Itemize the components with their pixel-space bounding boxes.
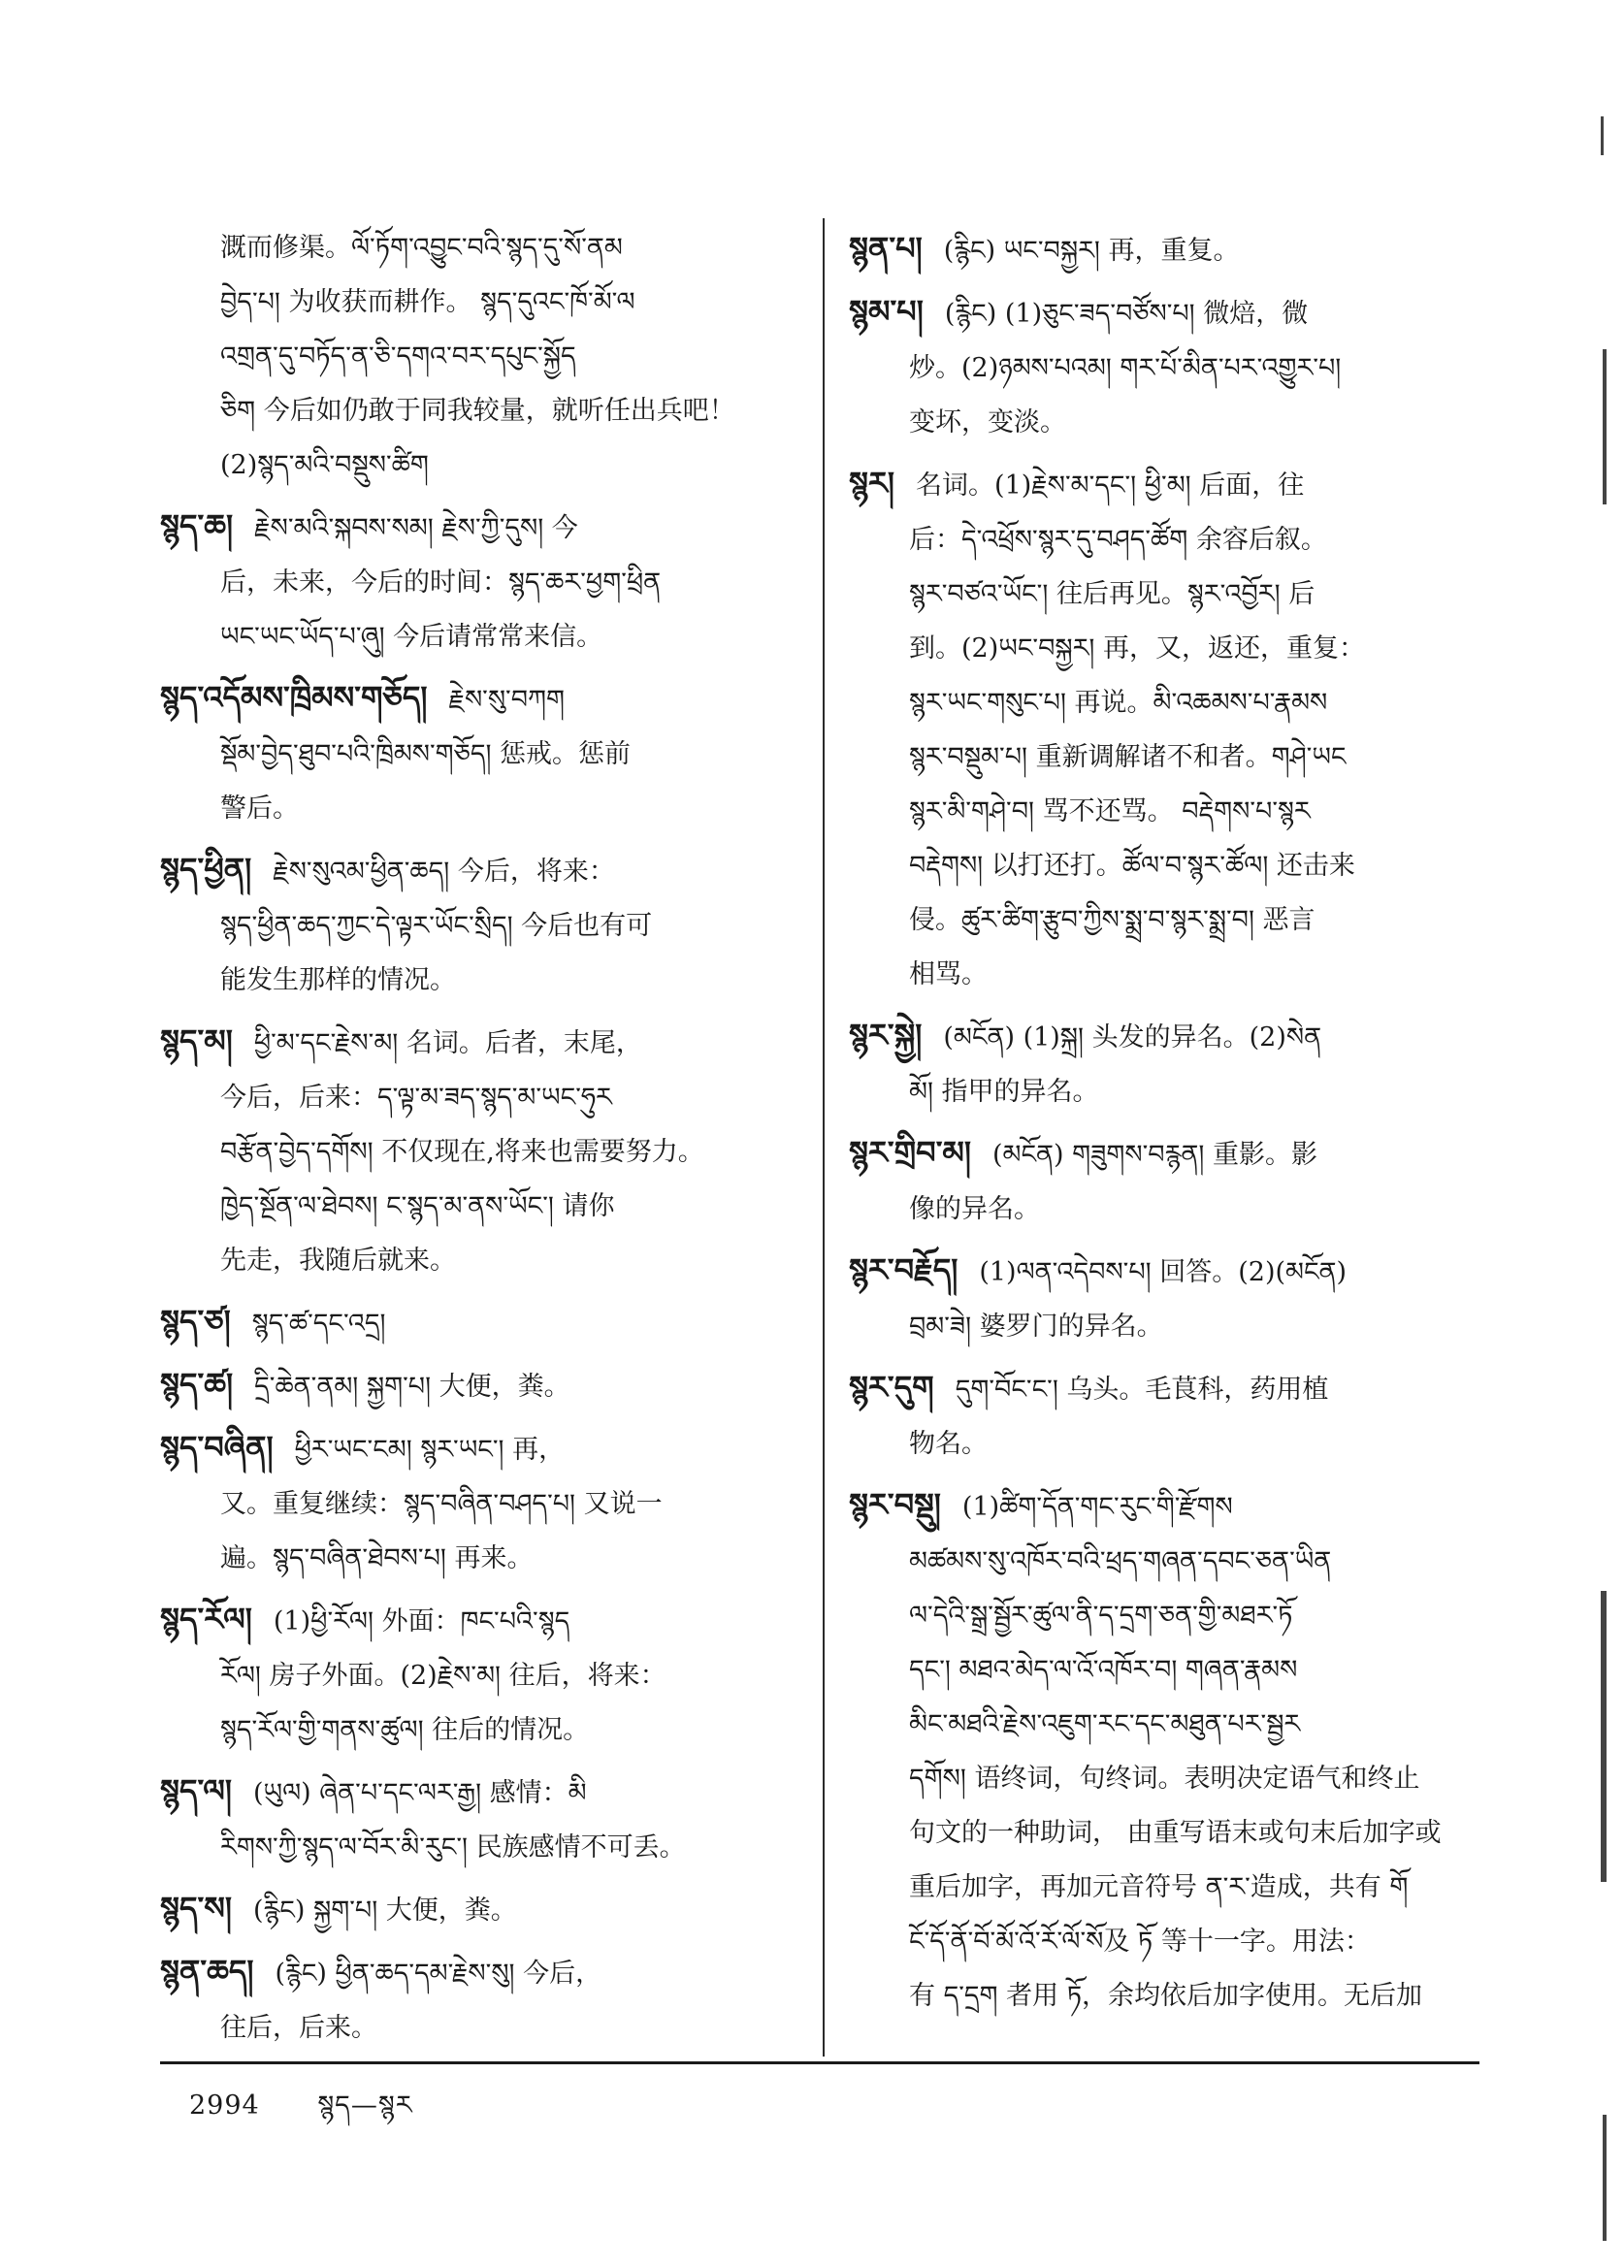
dictionary-entry xyxy=(849,1125,1518,1237)
entry-definition-line: 有 ད་དྲག 者用 ཏོ，余均依后加字使用。无后加 xyxy=(909,1981,1423,2011)
entry-definition-line: (མངོན) (1)སྐྲ། 头发的异名。(2)སེན xyxy=(943,1022,1322,1053)
entry-definition-line: 重后加字，再加元音符号 ན་ར་造成，共有 གོ xyxy=(909,1872,1409,1902)
entry-definition-line: དགོས། 语终词，句终词。表明决定语气和终止 xyxy=(909,1764,1420,1794)
entry-headword: སྙད་ཆ། xyxy=(160,507,234,544)
dictionary-entry xyxy=(160,670,829,836)
entry-definition-line: བརྩོན་བྱེད་དགོས། 不仅现在,将来也需要努力。 xyxy=(220,1137,704,1167)
entry-definition-line: (རྙིང) ཕྱིན་ཆད་དམ་རྗེས་སུ། 今后， xyxy=(275,1959,602,1989)
dictionary-entry xyxy=(849,221,1518,278)
entry-definition-line: (མངོན) གཟུགས་བརྙན། 重影。影 xyxy=(991,1140,1317,1170)
entry-definition-line: 警后。 xyxy=(220,794,299,824)
entry-definition-line: 又。重复继续：སྙད་བཞིན་བཤད་པ། 又说一 xyxy=(220,1489,663,1519)
entry-definition-line: རོལ། 房子外面。(2)རྗེས་མ། 往后，将来： xyxy=(220,1661,666,1691)
entry-definition-line: ཁྱེད་སྔོན་ལ་ཐེབས། ང་སྙད་མ་ནས་ཡོང་། 请你 xyxy=(220,1191,615,1221)
entry-definition-line: (རྙིང) (1)ཅུང་ཟད་བཙོས་པ། 微焙，微 xyxy=(944,299,1309,329)
entry-headword: སྙར་སྐྱེ། xyxy=(849,1017,923,1053)
dictionary-entry xyxy=(160,1357,829,1414)
entry-definition-line: 名词。(1)རྗེས་མ་དང་། ཕྱི་མ། 后面，往 xyxy=(916,470,1305,501)
dictionary-entry xyxy=(160,1944,829,2056)
entry-definition-line: (ཡུལ) ཞེན་པ་དང་ལར་རྒྱ། 感情：མི xyxy=(252,1778,587,1808)
entry-definition-line: མོ། 指甲的异名。 xyxy=(909,1077,1099,1107)
entry-headword: སྙད་ཚ། xyxy=(160,1366,234,1403)
dictionary-entry xyxy=(849,1360,1518,1472)
entry-definition-line: 变坏，变淡。 xyxy=(909,407,1066,437)
entry-definition-line: 像的异名。 xyxy=(909,1194,1040,1224)
entry-headword: སྙད་མ། xyxy=(160,1022,233,1059)
entry-headword: སྙར་གྲིབ་མ། xyxy=(849,1134,971,1171)
footer-rule xyxy=(160,2061,1479,2064)
entry-definition-line: (1)ལན་འདེབས་པ། 回答。(2)(མངོན) xyxy=(979,1257,1348,1287)
entry-definition-line: ཕྱི་མ་དང་རྗེས་མ། 名词。后者，末尾， xyxy=(253,1028,642,1058)
entry-definition-line: 先走，我随后就来。 xyxy=(220,1246,456,1276)
entry-definition-line: 炒。(2)ཉམས་པའམ། གར་པོ་མིན་པར་འགྱུར་པ། xyxy=(909,353,1342,383)
entry-definition-line: 侵。ཚུར་ཚིག་རྩུབ་ཀྱིས་སྨྲ་བ་སྙར་སྨྲ་བ། 恶言 xyxy=(909,905,1315,935)
entry-definition-line: བྲམ་ཟེ། 婆罗门的异名。 xyxy=(909,1312,1163,1342)
entry-definition-line: སྙར་བཙའ་ཡོང་། 往后再见。སྙར་འབྱོར། 后 xyxy=(909,579,1315,609)
entry-definition-line: འགྲན་དུ་བཏོད་ན་ཅི་དགའ་བར་དཔུང་སྐྱོད xyxy=(220,341,576,372)
entry-definition-line: སྙར་མི་གཤེ་བ། 骂不还骂。 བརྡེགས་པ་སྙར xyxy=(909,796,1311,826)
entry-definition-line: བྱེད་པ། 为收获而耕作。 སྙད་དུའང་ཁོ་མོ་ལ xyxy=(220,287,635,317)
entry-definition-line: མཚམས་སུ་འཁོར་བའི་ཕྲད་གཞན་དབང་ཅན་ཡིན xyxy=(909,1546,1332,1576)
dictionary-entry xyxy=(849,1008,1518,1119)
scan-mark xyxy=(1603,2115,1607,2241)
dictionary-entry xyxy=(849,284,1518,450)
entry-definition-line: 溉而修渠。ལོ་ཏོག་འབྱུང་བའི་སྙད་དུ་སོ་ནམ xyxy=(220,233,623,263)
entry-definition-line: དྲི་ཆེན་ནམ། སྐྱག་པ། 大便，粪。 xyxy=(254,1372,570,1402)
entry-definition-line: དུག་བོང་ང་། 乌头。毛茛科，药用植 xyxy=(955,1375,1329,1405)
dictionary-entry xyxy=(160,221,829,493)
entry-headword: སྙད་འདོམས་ཁྲིམས་གཅོད། xyxy=(160,679,428,716)
entry-definition-line: བརྡེགས། 以打还打。ཚོལ་བ་སྙར་ཚོལ། 还击来 xyxy=(909,851,1355,881)
column-divider xyxy=(823,218,825,2057)
entry-definition-line: 相骂。 xyxy=(909,959,988,989)
dictionary-entry xyxy=(160,1420,829,1586)
page-footer xyxy=(189,2076,413,2150)
entry-definition-line: 后：དེ་འཕྲོས་སྙར་དུ་བཤད་ཚོག 余容后叙。 xyxy=(909,525,1327,555)
entry-definition-line: སྡོམ་བྱེད་ཐུབ་པའི་ཁྲིམས་གཅོད། 惩戒。惩前 xyxy=(220,739,632,769)
entry-definition-line: སྙར་ཡང་གསུང་པ། 再说。མི་འཆམས་པ་རྣམས xyxy=(909,688,1328,718)
entry-definition-line: སྙད་ཚ་དང་འདྲ། xyxy=(251,1309,386,1339)
entry-definition-line: མིང་མཐའི་རྗེས་འཇུག་རང་དང་མཐུན་པར་སྦྱར xyxy=(909,1709,1301,1739)
dictionary-entry xyxy=(160,842,829,1008)
entry-definition-line: རྗེས་སུ་བཀག xyxy=(448,685,566,715)
entry-definition-line: (2)སྙད་མའི་བསྡུས་ཚིག xyxy=(220,450,429,480)
entry-headword: སྙད་ཕྱིན། xyxy=(160,851,252,888)
page-range: སྙད—སྙར xyxy=(317,2090,413,2121)
dictionary-entry xyxy=(160,1881,829,1938)
entry-headword: སྙད་ས། xyxy=(160,1890,232,1927)
scan-mark xyxy=(1603,349,1607,504)
entry-headword: སྙད་རོལ། xyxy=(160,1601,252,1637)
entry-headword: སྙར་བརྗོད། xyxy=(849,1251,958,1288)
entry-definition-line: 能发生那样的情况。 xyxy=(220,965,456,995)
entry-headword: སྙད་ཙ། xyxy=(160,1303,231,1340)
dictionary-entry xyxy=(160,1014,829,1288)
dictionary-entry xyxy=(160,1592,829,1758)
entry-definition-line: 往后，后来。 xyxy=(220,2013,377,2043)
entry-definition-line: ཡང་ཡང་ཡོད་པ་ཞུ། 今后请常常来信。 xyxy=(220,622,603,652)
entry-definition-line: (1)ཕྱི་རོལ། 外面：ཁང་པའི་སྙད xyxy=(273,1606,570,1636)
entry-definition-line: (རྙིང) སྐྱག་པ། 大便，粪。 xyxy=(252,1895,517,1926)
entry-headword: སྙད་ལ། xyxy=(160,1772,232,1809)
entry-definition-line: དང་། མཐའ་མེད་ལ་འོ་འཁོར་བ། གཞན་རྣམས xyxy=(909,1655,1298,1685)
entry-definition-line: རིགས་ཀྱི་སྙད་ལ་བོར་མི་རུང་། 民族感情不可丢。 xyxy=(220,1832,686,1863)
entry-definition-line: ཅིག 今后如仍敢于同我较量，就听任出兵吧！ xyxy=(220,396,735,426)
entry-headword: སྙད་བཞིན། xyxy=(160,1429,274,1466)
dictionary-entry xyxy=(160,1294,829,1351)
entry-headword: སྙན་ཆད། xyxy=(160,1953,254,1990)
entry-definition-line: 物名。 xyxy=(909,1429,988,1459)
dictionary-entry xyxy=(849,1477,1518,2024)
page-number: 2994 xyxy=(189,2090,260,2121)
entry-definition-line: རྗེས་སུའམ་ཕྱིན་ཆད། 今后，将来： xyxy=(273,857,615,887)
dictionary-entry xyxy=(160,1764,829,1875)
entry-headword: སྙམ་པ། xyxy=(849,293,924,330)
entry-headword: སྙར། xyxy=(849,465,895,502)
entry-definition-line: རྗེས་མའི་སྐབས་སམ། རྗེས་ཀྱི་དུས། 今 xyxy=(254,513,578,543)
entry-headword: སྙར་དུག xyxy=(849,1369,934,1406)
entry-headword: སྙན་པ། xyxy=(849,230,923,267)
right-column xyxy=(849,221,1518,2029)
left-column xyxy=(160,221,829,2061)
entry-definition-line: ངོ་དོ་ནོ་བོ་མོ་འོ་རོ་ལོ་སོ及 ཏོ 等十一字。用法： xyxy=(909,1927,1371,1957)
entry-headword: སྙར་བསྡུ། xyxy=(849,1486,941,1523)
dictionary-entry xyxy=(849,456,1518,1002)
scan-mark xyxy=(1601,116,1604,155)
entry-definition-line: སྙར་བསྡུམ་པ། 重新调解诸不和者。གཤེ་ཡང xyxy=(909,742,1347,772)
entry-definition-line: 句文的一种助词， 由重写语末或句末后加字或 xyxy=(909,1818,1442,1848)
entry-definition-line: (རྙིང) ཡང་བསྐྱར། 再，重复。 xyxy=(943,236,1240,266)
entry-definition-line: 后，未来，今后的时间：སྙད་ཆར་ཕྱག་ཕྲིན xyxy=(220,567,662,598)
entry-definition-line: 今后，后来：ད་ལྟ་མ་ཟད་སྙད་མ་ཡང་ཧུར xyxy=(220,1083,612,1113)
entry-definition-line: ལ་དེའི་སྒྲ་སྦྱོར་ཚུལ་ནི་ད་དྲག་ཅན་གྱི་མཐར་ཏོ xyxy=(909,1601,1293,1631)
scan-mark xyxy=(1601,1591,1607,1882)
entry-definition-line: ཕྱིར་ཡང་ངམ། སྙར་ཡང་། 再， xyxy=(294,1435,566,1465)
entry-definition-line: 遍。སྙད་བཞིན་ཐེབས་པ། 再来。 xyxy=(220,1543,534,1573)
entry-definition-line: སྙད་རོལ་གྱི་གནས་ཚུལ། 往后的情况。 xyxy=(220,1715,590,1745)
entry-definition-line: (1)ཚིག་དོན་གང་རུང་གི་རྫོགས xyxy=(961,1492,1233,1522)
dictionary-entry xyxy=(160,499,829,664)
entry-definition-line: 到。(2)ཡང་བསྐྱར། 再，又，返还，重复： xyxy=(909,633,1365,664)
entry-definition-line: སྙད་ཕྱིན་ཆད་ཀྱང་དེ་ལྟར་ཡོང་སྲིད། 今后也有可 xyxy=(220,911,653,941)
dictionary-entry xyxy=(849,1243,1518,1354)
